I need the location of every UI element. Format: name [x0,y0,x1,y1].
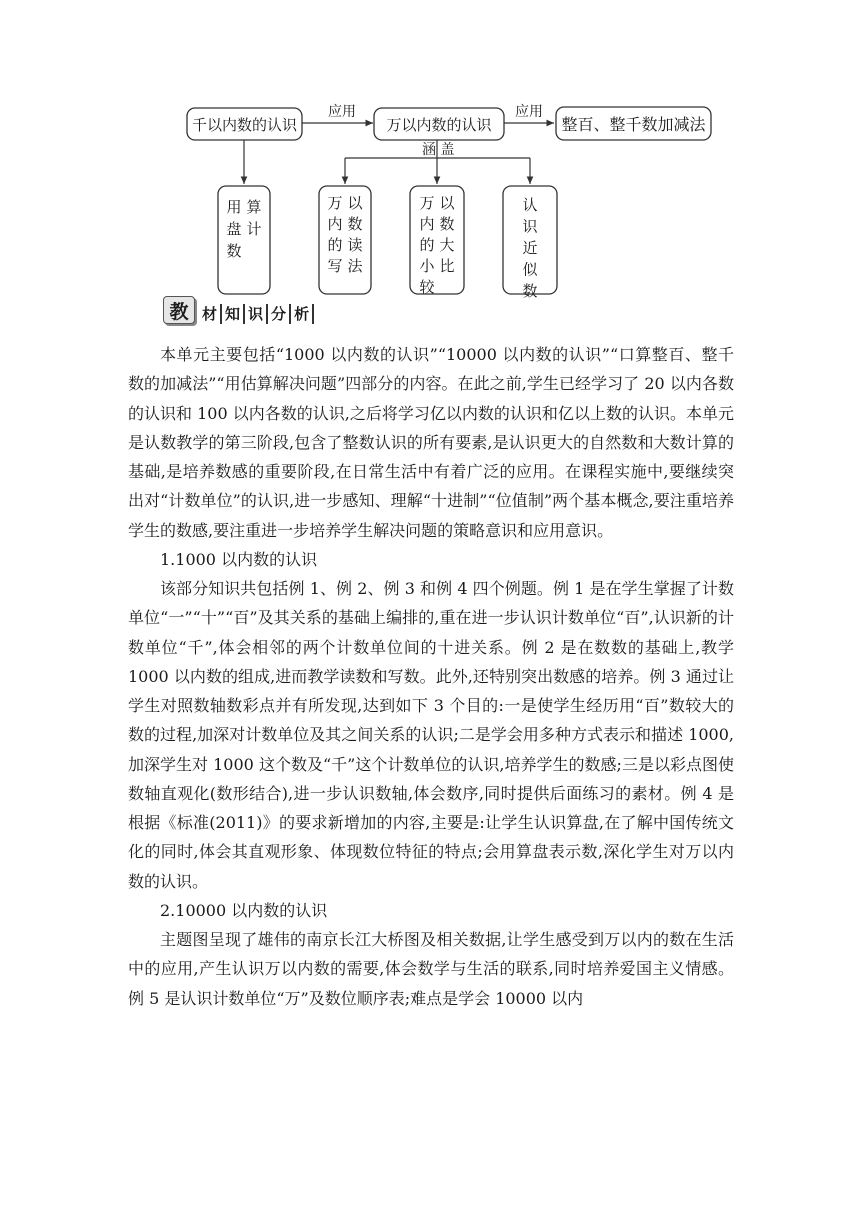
node-label-char: 以 [347,194,363,212]
section-heading-char: 材 [199,304,222,324]
node-label-char: 内 [327,215,343,233]
node-label [522,196,538,300]
section-heading-char: 分 [268,304,291,324]
node-label-char: 盘 [226,220,242,238]
node-label-char: 的 [419,236,435,254]
subheading: 2.10000 以内数的认识 [160,900,328,920]
node-label-char: 写 [327,257,343,275]
node-label-char: 数 [439,215,455,233]
node-label-char: 数 [522,282,538,300]
node-label-char: 数 [347,215,363,233]
node-label-char: 的 [327,236,343,254]
section-heading-badge: 教 [163,296,195,324]
node-label-char: 数 [226,242,242,260]
edge-label: 应用 [515,104,543,120]
node-label-char: 似 [522,260,538,279]
node-label-char: 计 [246,220,262,238]
edge-label: 应用 [328,104,356,120]
section-heading-char: 知 [222,304,245,324]
paragraph: 主题图呈现了雄伟的南京长江大桥图及相关数据,让学生感受到万以内的数在生活中的应用,产生认识万以内数的需要,体会数学与生活的联系,同时培养爱国主义情感。例 5 是认识计数单位“万”及数位顺序表;难点是学会 10000 以内 [128,930,734,1008]
node-box [410,186,464,294]
paragraph: 本单元主要包括“1000 以内数的认识”“10000 以内数的认识”“口算整百、整千数的加减法”“用估算解决问题”四部分的内容。在此之前,学生已经学习了 20 以内各数的认识和 100 以内各数的认识,之后将学习亿以内数的认识和亿以上数的认识。本单元是认数教学的第三阶段,包含了整数认识的所有要素,是认识更大的自然数和大数计算的基础,是培养数感的重要阶段,在日常生活中有着广泛的应用。在课程实施中,要继续突出对“计数单位”的认识,进一步感知、理解“十进制”“位值制”两个基本概念,要注重培养学生的数感,要注重进一步培养学生解决问题的策略意识和应用意识。 [128,345,734,540]
node-label-char: 读 [347,236,363,254]
node-label-char: 万 [327,194,343,212]
section-heading-rest [199,304,314,324]
node-label-char: 大 [439,236,455,254]
node-label: 万以内数的认识 [386,116,492,134]
document-body [128,340,734,1013]
branch-label: 涵 盖 [422,142,455,158]
node-label-char: 万 [419,194,435,212]
node-label-char: 内 [419,215,435,233]
node-label-char: 用 [226,198,242,216]
subheading: 1.1000 以内数的认识 [160,549,318,569]
paragraph: 该部分知识共包括例 1、例 2、例 3 和例 4 四个例题。例 1 是在学生掌握了计数单位“一”“十”“百”及其关系的基础上编排的,重在进一步认识计数单位“百”,认识新的计数单位“千”,体会相邻的两个计数单位间的十进关系。例 2 是在数数的基础上,教学 1000 以内数的组成,进而教学读数和写数。此外,还特别突出数感的培养。例 3 通过让学生对照数轴数彩点并有所发现,达到如下 3 个目的:一是使学生经历用“百”数较大的数的过程,加深对计数单位及其之间关系的认识;二是学会用多种方式表示和描述 1000,加深学生对 1000 这个数及“千”这个计数单位的认识,培养学生的数感;三是以彩点图使数轴直观化(数形结合),进一步认识数轴,体会数序,同时提供后面练习的素材。例 4 是根据《标准(2011)》的要求新增加的内容,主要是:让学生认识算盘,在了解中国传统文化的同时,体会其直观形象、体现数位特征的特点;会用算盘表示数,深化学生对万以内数的认识。 [128,579,734,891]
section-heading-char: 析 [291,304,314,324]
section-heading-char: 识 [245,304,268,324]
node-label-char: 比 [439,257,455,275]
node-label-char: 识 [522,217,538,236]
section-heading [163,296,314,324]
node-label-char: 近 [522,239,538,257]
node-label-char: 小 [419,257,435,275]
node-label-char: 认 [522,196,538,214]
node-label-char: 法 [347,257,363,275]
node-label: 整百、整千数加减法 [561,115,706,134]
node-label-char: 以 [439,194,455,212]
node-label-char: 较 [419,278,435,296]
node-label-char: 算 [246,198,262,216]
knowledge-structure-diagram [0,0,860,300]
node-label: 千以内数的认识 [191,116,298,134]
